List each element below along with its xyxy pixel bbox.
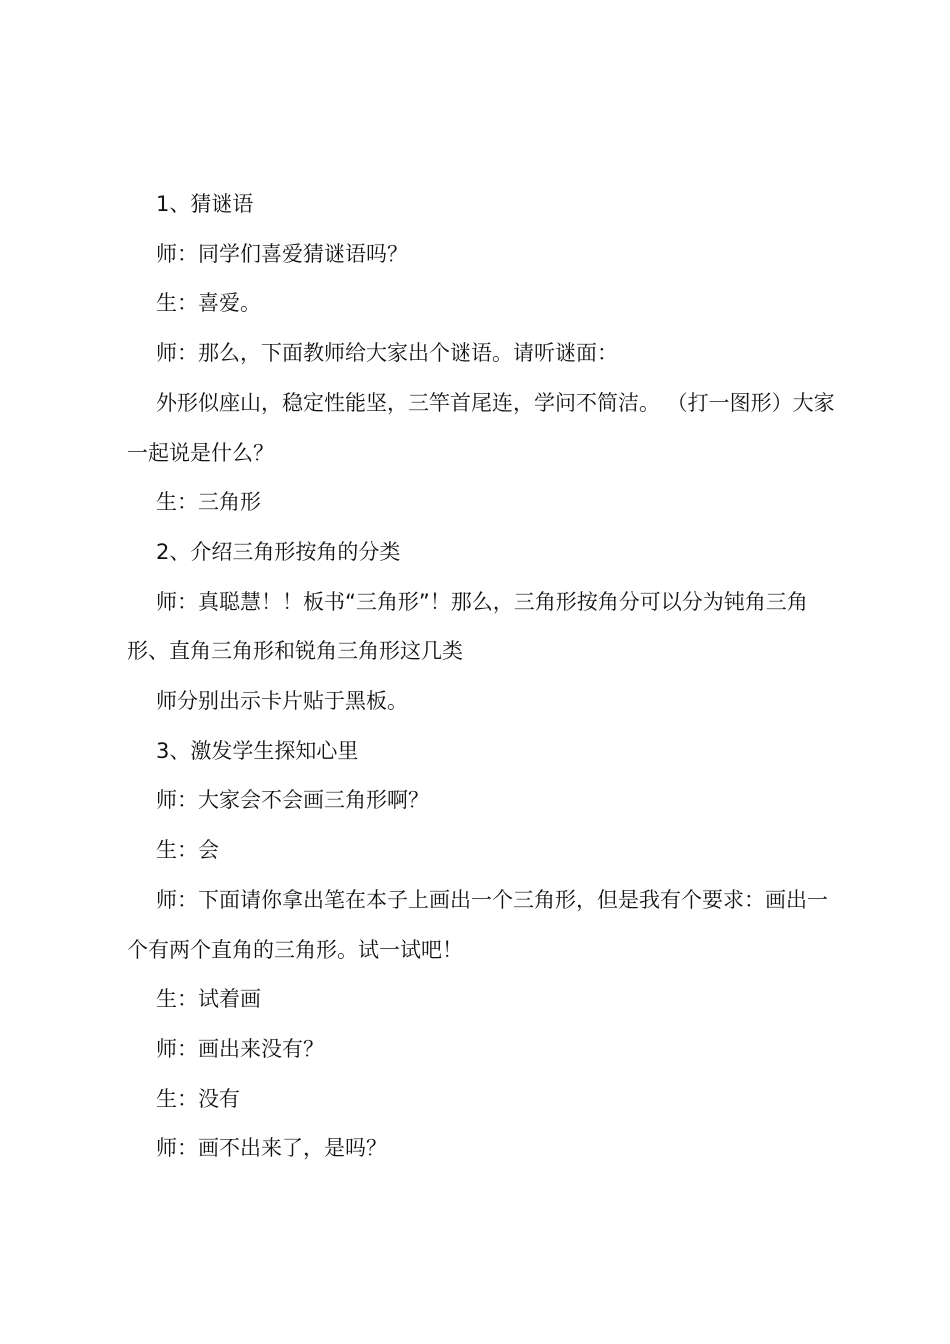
heading-classification: 2、介绍三角形按角的分类 <box>156 539 401 564</box>
dialogue-line: 师：画出来没有？ <box>156 1036 324 1061</box>
narration-line: 师分别出示卡片贴于黑板。 <box>156 689 408 714</box>
heading-riddle: 1、猜谜语 <box>156 192 254 216</box>
dialogue-line: 师：真聪慧！！板书“三角形”！那么，三角形按角分可以分为钝角三角形、直角三角形和锐角三角形这几类 <box>127 589 808 664</box>
dialogue-line: 师：下面请你拿出笔在本子上画出一个三角形，但是我有个要求：画出一个有两个直角的三角形。试一试吧！ <box>127 887 828 962</box>
dialogue-line: 师：画不出来了，是吗？ <box>156 1136 387 1161</box>
heading-curiosity: 3、激发学生探知心里 <box>156 738 359 763</box>
dialogue-line: 生：试着画 <box>156 987 261 1012</box>
dialogue-line: 生：喜爱。 <box>156 291 261 316</box>
document-body <box>127 180 837 1174</box>
dialogue-line: 生：三角形 <box>156 490 261 515</box>
dialogue-line: 师：大家会不会画三角形啊？ <box>156 788 429 813</box>
riddle-text: 外形似座山，稳定性能坚，三竿首尾连，学问不简洁。 （打一图形）大家一起说是什么？ <box>127 390 835 465</box>
dialogue-line: 生：没有 <box>156 1086 240 1111</box>
dialogue-line: 师：同学们喜爱猜谜语吗？ <box>156 241 408 266</box>
dialogue-line: 生：会 <box>156 838 219 863</box>
dialogue-line: 师：那么，下面教师给大家出个谜语。请听谜面： <box>156 341 618 366</box>
